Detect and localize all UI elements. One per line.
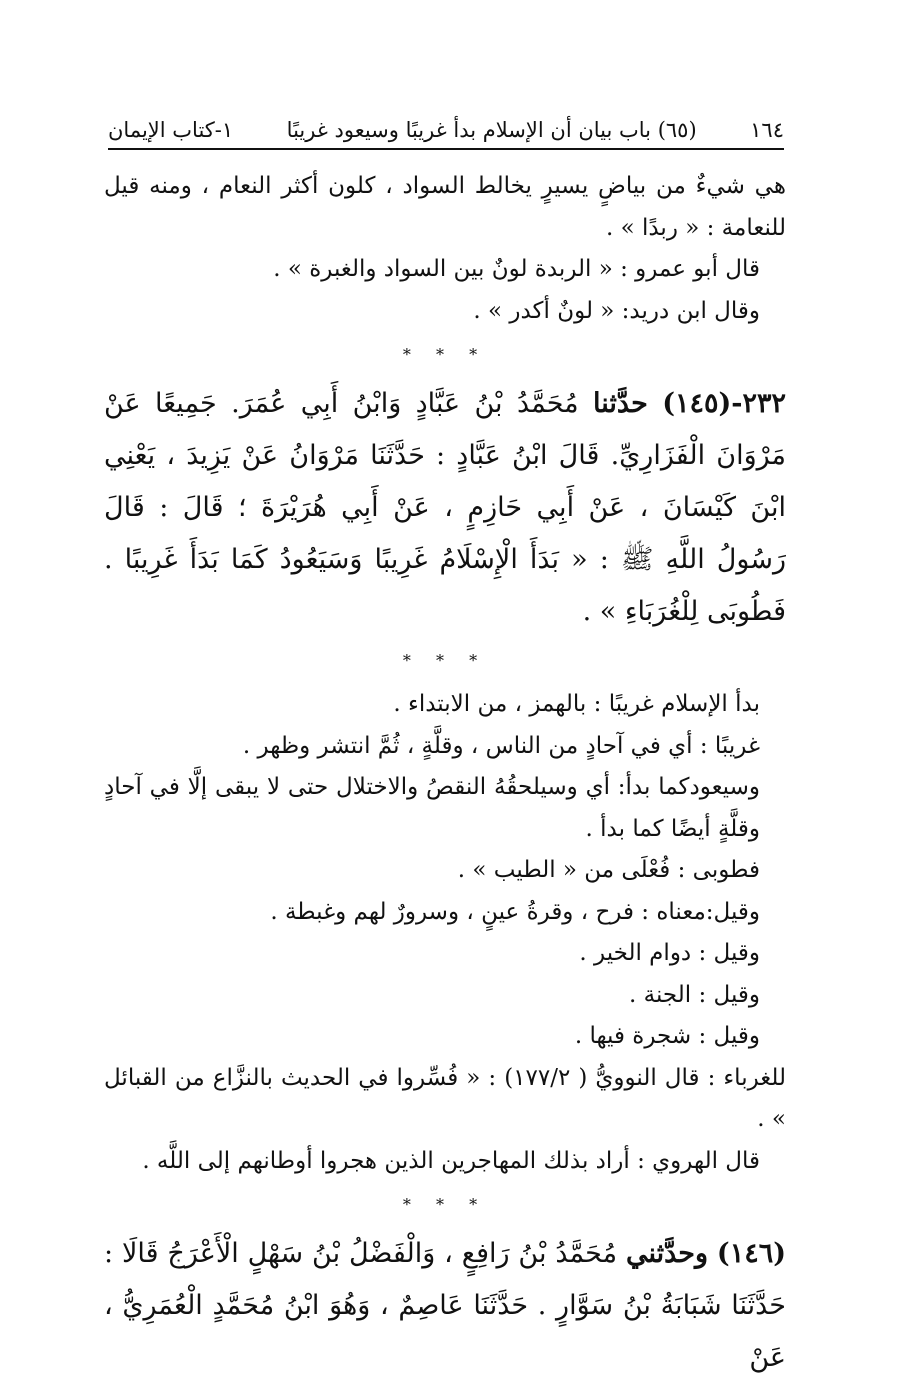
hadith-lead: وحدَّثني [625, 1238, 709, 1269]
commentary-line: هي شيءٌ من بياضٍ يسيرٍ يخالط السواد ، كلون أكثر النعام ، ومنه قيل للنعامة : « ربدًا » . [104, 173, 786, 241]
chapter-title: (٦٥) باب بيان أن الإسلام بدأ غريبًا وسيعود غريبًا [286, 118, 697, 142]
hadith-number: ٢٣٢-(١٤٥) [662, 388, 786, 419]
commentary-line: وقيل : دوام الخير . [579, 940, 760, 966]
section-separator: * * * [402, 651, 488, 670]
commentary-line: فطوبى : فُعْلَى من « الطيب » . [457, 857, 760, 883]
book-title: ١-كتاب الإيمان [108, 118, 234, 142]
section-separator: * * * [402, 1195, 488, 1214]
page-body [104, 166, 786, 1384]
commentary-line: وسيعودكما بدأ: أي وسيلحقُهُ النقصُ والاختلال حتى لا يبقى إلَّا في آحادٍ وقلَّةٍ أيضًا كما بدأ . [104, 774, 760, 842]
hadith-146 [104, 1228, 786, 1384]
page-number: ١٦٤ [750, 118, 784, 142]
commentary-line: بدأ الإسلام غريبًا : بالهمز ، من الابتداء . [393, 691, 760, 717]
commentary-line: للغرباء : قال النوويُّ ( ١٧٧/٢) : « فُسِّروا في الحديث بالنزَّاع من القبائل » . [104, 1064, 786, 1132]
commentary-line: وقيل:معناه : فرح ، وقرةُ عينٍ ، وسرورٌ لهم وغبطة . [270, 898, 760, 925]
commentary-line: غريبًا : أي في آحادٍ من الناس ، وقلَّةٍ ، ثُمَّ انتشر وظهر . [242, 732, 760, 759]
commentary-line: وقال ابن دريد: « لونٌ أكدر » . [473, 297, 760, 324]
commentary-line: قال أبو عمرو : « الربدة لونٌ بين السواد والغبرة » . [273, 256, 760, 282]
hadith-text: مُحَمَّدُ بْنُ عَبَّادٍ وَابْنُ أَبِي عُمَرَ. جَمِيعًا عَنْ مَرْوَانَ الْفَزَارِيِّ. قَالَ ابْنُ عَبَّادٍ : حَدَّثَنَا مَرْوَانُ عَنْ يَزِيدَ ، يَعْنِي ابْنَ كَيْسَانَ ، عَنْ أَبِي حَازِمٍ ، عَنْ أَبِي هُرَيْرَةَ ؛ قَالَ : قَالَ رَسُولُ اللَّهِ ﷺ : « بَدَأَ الْإِسْلَامُ غَرِيبًا وَسَيَعُودُ كَمَا بَدَأَ غَرِيبًا . فَطُوبَى لِلْغُرَبَاءِ » . [104, 388, 786, 627]
commentary-line: وقيل : الجنة . [629, 981, 760, 1008]
hadith-text: مُحَمَّدُ بْنُ رَافِعٍ ، وَالْفَضْلُ بْنُ سَهْلٍ الْأَعْرَجُ قَالَا : حَدَّثَنَا شَبَابَةُ بْنُ سَوَّارٍ . حَدَّثَنَا عَاصِمٌ ، وَهُوَ ابْنُ مُحَمَّدٍ الْعُمَرِيُّ ، عَنْ [104, 1238, 786, 1373]
hadith-232 [104, 378, 786, 638]
commentary-line: قال الهروي : أراد بذلك المهاجرين الذين هجروا أوطانهم إلى اللَّه . [142, 1147, 760, 1174]
section-separator: * * * [402, 345, 488, 364]
hadith-number: (١٤٦) [716, 1238, 786, 1269]
hadith-lead: حدَّثنا [593, 388, 648, 419]
commentary-line: وقيل : شجرة فيها . [574, 1023, 760, 1049]
running-header [108, 112, 784, 150]
